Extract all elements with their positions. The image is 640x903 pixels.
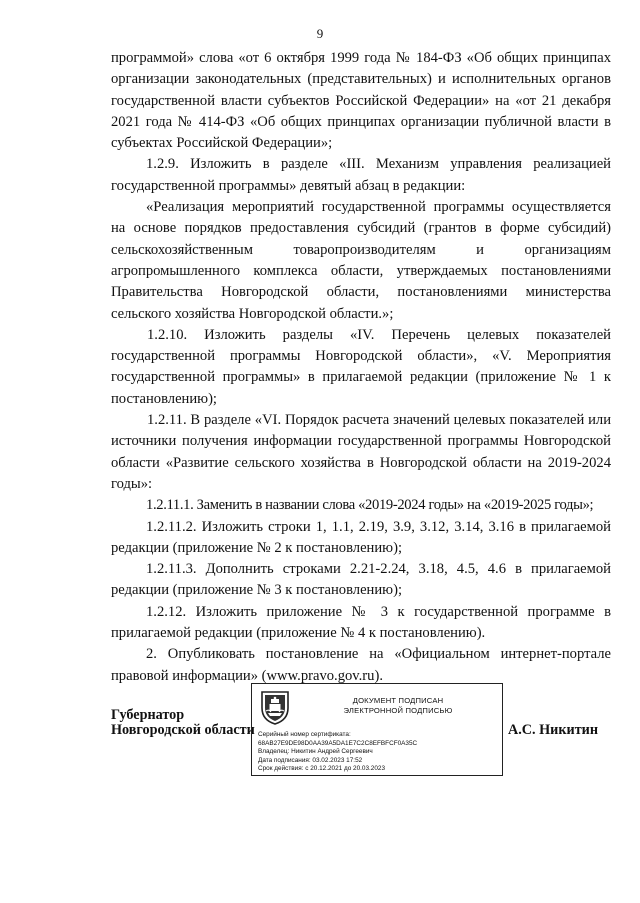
stamp-cert-serial: 68AB27E9DE98D0AA39A5DA1E7C2C8EFBFCF0A35C bbox=[258, 739, 418, 747]
stamp-heading bbox=[298, 696, 498, 716]
signatory-title-line1: Губернатор bbox=[111, 707, 185, 723]
paragraph-quote: «Реализация мероприятий государственной программы осуществляется на основе порядков предоставления субсидий (грантов в форме субсидий) сельскохозяйственным товаропроизводителям и организациям агропромышленного комплекса области, утверждаемых постановлениями Правительства Новгородской области, постановлениями министерства сельского хозяйства Новгородской области.»; bbox=[111, 199, 611, 322]
paragraph-1-2-12: 1.2.12. Изложить приложение № 3 к государственной программе в прилагаемой редакции (приложение № 4 к постановлению). bbox=[111, 603, 611, 642]
paragraph-1-2-9: 1.2.9. Изложить в разделе «III. Механизм управления реализацией государственной программы» девятый абзац в редакции: bbox=[111, 156, 611, 194]
stamp-heading-line1: ДОКУМЕНТ ПОДПИСАН bbox=[352, 696, 444, 705]
stamp-cert-label: Серийный номер сертификата: bbox=[258, 731, 351, 738]
paragraph-1-2-11-2: 1.2.11.2. Изложить строки 1, 1.1, 2.19, 3.9, 3.12, 3.14, 3.16 в прилагаемой редакции (приложение № 2 к постановлению); bbox=[111, 518, 611, 556]
paragraph-2: 2. Опубликовать постановление на «Официальном интернет-портале правовой информации» (www.pravo.gov.ru). bbox=[111, 646, 611, 684]
page-number: 9 bbox=[316, 26, 324, 41]
signatory-title bbox=[111, 708, 255, 738]
signatory-title-line2: Новгородской области bbox=[111, 722, 255, 738]
stamp-signed-date: Дата подписания: 03.02.2023 17:52 bbox=[258, 756, 363, 764]
electronic-signature-stamp bbox=[251, 683, 503, 776]
document-body bbox=[111, 48, 611, 687]
stamp-details bbox=[258, 731, 417, 774]
paragraph-1-2-11: 1.2.11. В разделе «VI. Порядок расчета значений целевых показателей или источники получения информации государственной программы Новгородской области «Развитие сельского хозяйства в Новгородской области на 2019-2024 годы»: bbox=[111, 412, 611, 492]
signatory-name: А.С. Никитин bbox=[508, 722, 599, 738]
stamp-heading-line2: ЭЛЕКТРОННОЙ ПОДПИСЬЮ bbox=[343, 706, 453, 715]
paragraph-1-2-11-3: 1.2.11.3. Дополнить строками 2.21-2.24, 3.18, 4.5, 4.6 в прилагаемой редакции (приложение № 3 к постановлению); bbox=[111, 561, 611, 599]
stamp-owner: Владелец: Никитин Андрей Сергеевич bbox=[258, 748, 373, 756]
stamp-validity: Срок действия: с 20.12.2021 до 20.03.2023 bbox=[258, 765, 386, 773]
paragraph-1-2-11-1: 1.2.11.1. Заменить в названии слова «2019-2024 годы» на «2019-2025 годы»; bbox=[146, 497, 594, 514]
paragraph-1-2-10: 1.2.10. Изложить разделы «IV. Перечень целевых показателей государственной программы Новгородской области», «V. Мероприятия государственной программы» в прилагаемой редакции (приложение № 1 к постановлению); bbox=[111, 326, 611, 407]
coat-of-arms-icon bbox=[259, 690, 291, 726]
paragraph-continuation: программой» слова «от 6 октября 1999 года № 184-ФЗ «Об общих принципах организации законодательных (представительных) и исполнительных органов государственной власти субъектов Российской Федерации» на «от 21 декабря 2021 года № 414-ФЗ «Об общих принципах организации публичной власти в субъектах Российской Федерации»; bbox=[111, 50, 611, 152]
